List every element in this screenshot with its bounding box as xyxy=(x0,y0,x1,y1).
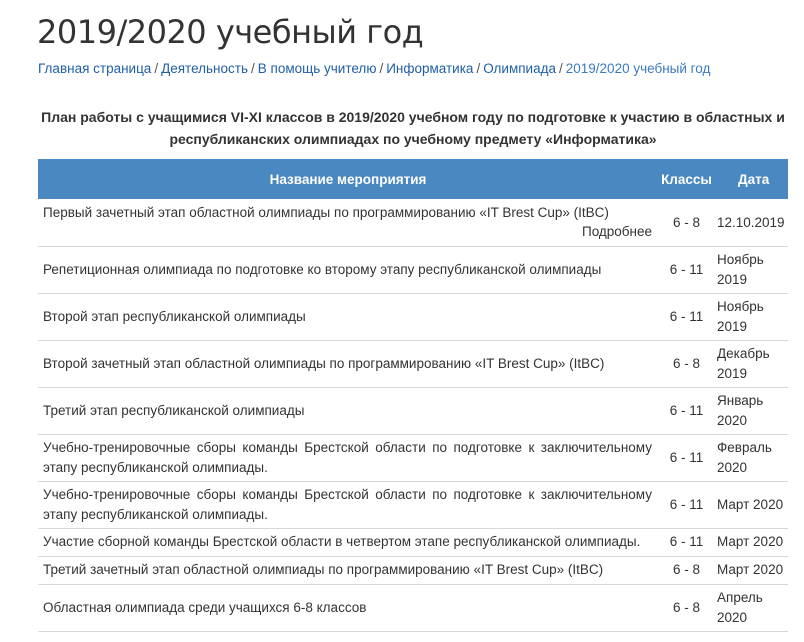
breadcrumb-link-teacher-help[interactable]: В помощь учителю xyxy=(257,61,377,76)
event-classes: 6 - 8 xyxy=(658,584,715,631)
event-name: Учебно-тренировочные сборы команды Брестской области по подготовке к заключительному этапу республиканской олимпиады. xyxy=(38,434,658,481)
more-details-link-wrapper xyxy=(43,222,652,242)
event-date: Февраль 2020 xyxy=(715,434,788,481)
event-date: Март 2020 xyxy=(715,556,788,584)
table-row xyxy=(38,528,788,556)
event-date: Декабрь 2019 xyxy=(715,340,788,387)
event-name: Третий зачетный этап областной олимпиады по программированию «IT Brest Cup» (ItBC) xyxy=(38,556,658,584)
breadcrumb-current: 2019/2020 учебный год xyxy=(565,61,711,76)
document-heading-line-2: республиканских олимпиадах по учебному предмету «Информатика» xyxy=(169,131,657,147)
page-title: 2019/2020 учебный год xyxy=(37,13,424,51)
document-heading xyxy=(38,106,788,150)
event-name: Второй этап республиканской олимпиады xyxy=(38,293,658,340)
column-header-name: Название мероприятия xyxy=(38,159,658,199)
table-row xyxy=(38,387,788,434)
table-row xyxy=(38,246,788,293)
table-row xyxy=(38,434,788,481)
breadcrumb-separator: / xyxy=(476,61,481,76)
events-table xyxy=(38,159,788,632)
breadcrumb-link-activity[interactable]: Деятельность xyxy=(161,61,248,76)
event-name: Репетиционная олимпиада по подготовке ко второму этапу республиканской олимпиады xyxy=(38,246,658,293)
breadcrumb-link-olympiad[interactable]: Олимпиада xyxy=(483,61,556,76)
event-name: Второй зачетный этап областной олимпиады по программированию «IT Brest Cup» (ItBC) xyxy=(38,340,658,387)
event-name: Первый зачетный этап областной олимпиады по программированию «IT Brest Cup» (ItBC) xyxy=(43,204,609,220)
event-date: Январь 2020 xyxy=(715,387,788,434)
breadcrumb-separator: / xyxy=(251,61,255,76)
breadcrumb-separator: / xyxy=(379,61,384,76)
event-date: 12.10.2019 xyxy=(715,199,788,246)
table-row xyxy=(38,199,788,246)
more-details-link[interactable]: Подробнее xyxy=(581,224,652,240)
document-heading-line-1: План работы с учащимися VI-XI классов в 2019/2020 учебном году по подготовке к участию в областных и xyxy=(41,109,785,125)
column-header-classes: Классы xyxy=(658,159,715,199)
table-header-row xyxy=(38,159,788,199)
column-header-date: Дата xyxy=(715,159,788,199)
event-classes: 6 - 8 xyxy=(658,199,715,246)
event-date: Март 2020 xyxy=(715,481,788,528)
event-date: Март 2020 xyxy=(715,528,788,556)
table-row xyxy=(38,556,788,584)
breadcrumb xyxy=(38,60,710,78)
event-classes: 6 - 11 xyxy=(658,528,715,556)
event-classes: 6 - 8 xyxy=(658,556,715,584)
event-classes: 6 - 11 xyxy=(658,434,715,481)
breadcrumb-link-home[interactable]: Главная страница xyxy=(38,61,152,76)
table-row xyxy=(38,293,788,340)
table-row xyxy=(38,481,788,528)
event-classes: 6 - 11 xyxy=(658,481,715,528)
table-row xyxy=(38,340,788,387)
event-date: Ноябрь 2019 xyxy=(715,246,788,293)
event-classes: 6 - 8 xyxy=(658,340,715,387)
breadcrumb-separator: / xyxy=(154,61,159,76)
event-classes: 6 - 11 xyxy=(658,293,715,340)
breadcrumb-separator: / xyxy=(559,61,563,76)
event-name-cell xyxy=(38,199,658,246)
breadcrumb-link-informatics[interactable]: Информатика xyxy=(386,61,474,76)
event-name: Третий этап республиканской олимпиады xyxy=(38,387,658,434)
event-name: Учебно-тренировочные сборы команды Брестской области по подготовке к заключительному этапу республиканской олимпиады. xyxy=(38,481,658,528)
table-row xyxy=(38,584,788,631)
event-classes: 6 - 11 xyxy=(658,246,715,293)
event-name: Областная олимпиада среди учащихся 6-8 классов xyxy=(38,584,658,631)
event-date: Апрель 2020 xyxy=(715,584,788,631)
event-name: Участие сборной команды Брестской области в четвертом этапе республиканской олимпиады. xyxy=(38,528,658,556)
event-date: Ноябрь 2019 xyxy=(715,293,788,340)
event-classes: 6 - 11 xyxy=(658,387,715,434)
